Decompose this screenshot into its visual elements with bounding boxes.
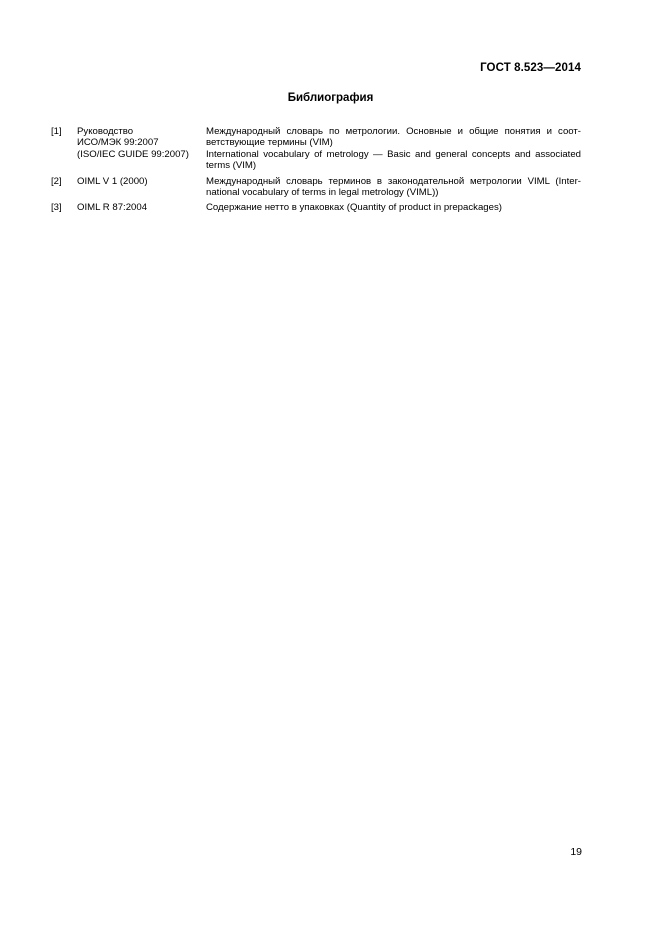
- description-line: Международный словарь по метрологии. Основные и общие понятия и соот-: [206, 126, 581, 137]
- entry-description: [206, 176, 581, 199]
- section-title: Библиография: [287, 92, 374, 104]
- standard-code: ГОСТ 8.523—2014: [480, 62, 581, 74]
- page-number: 19: [570, 846, 582, 858]
- entry-description: [206, 126, 581, 172]
- bibliography-entry-3: [51, 202, 581, 213]
- reference-line: Руководство: [77, 126, 134, 137]
- reference-line: OIML R 87:2004: [77, 202, 148, 214]
- description-line: terms (VIM): [206, 160, 257, 172]
- bibliography-list: [51, 126, 581, 218]
- entry-reference: [77, 202, 206, 213]
- description-line: national vocabulary of terms in legal metrology (VIML)): [206, 187, 439, 199]
- description-line: ветствующие термины (VIM): [206, 137, 333, 149]
- entry-reference: [77, 126, 206, 172]
- bibliography-entry-1: [51, 126, 581, 172]
- entry-number: [2]: [51, 175, 62, 187]
- description-line: International vocabulary of metrology — Basic and general concepts and associated: [206, 148, 581, 160]
- entry-number: [3]: [51, 202, 62, 214]
- reference-line: OIML V 1 (2000): [77, 175, 148, 187]
- description-line: Содержание нетто в упаковках (Quantity of product in prepackages): [206, 202, 502, 214]
- bibliography-entry-2: [51, 176, 581, 199]
- description-line: Международный словарь терминов в законодательной метрологии VIML (Inter-: [206, 175, 581, 187]
- entry-reference: [77, 176, 206, 199]
- entry-number: [1]: [51, 126, 62, 137]
- reference-line: ИСО/МЭК 99:2007: [77, 137, 159, 149]
- entry-description: [206, 202, 581, 213]
- reference-line: (ISO/IEC GUIDE 99:2007): [77, 148, 189, 160]
